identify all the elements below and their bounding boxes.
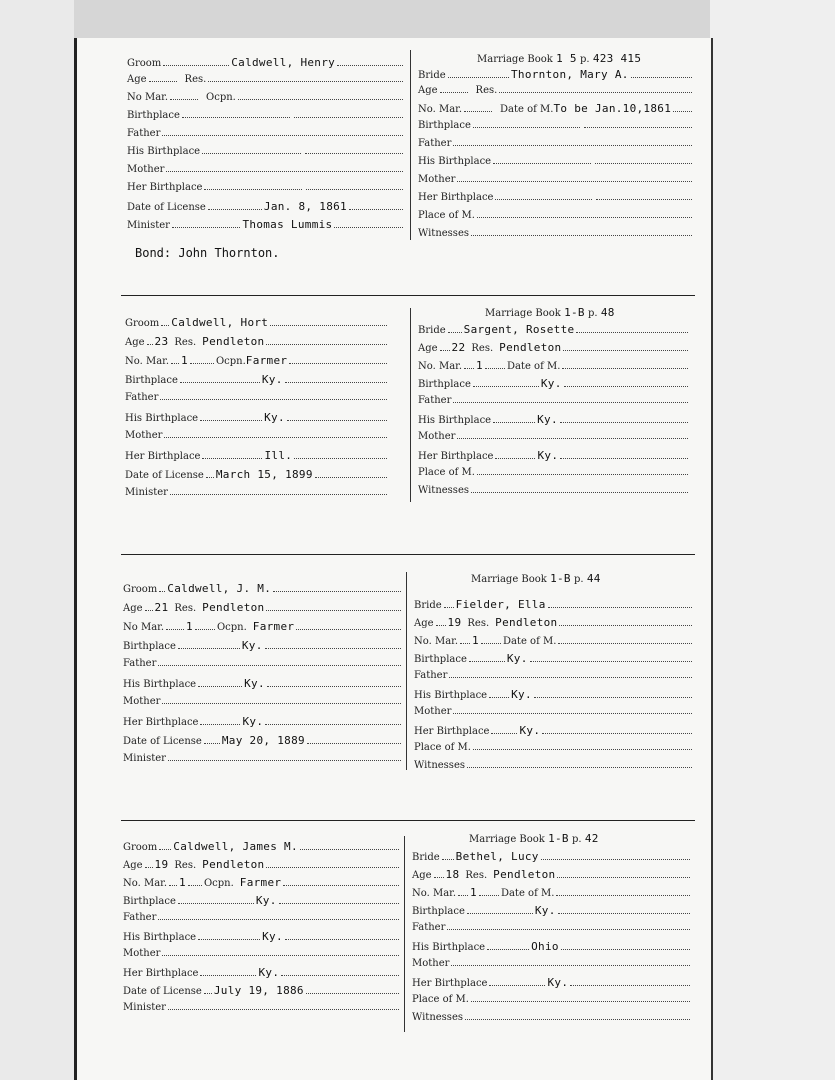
birthplace-label: Birthplace xyxy=(418,120,471,131)
record-separator xyxy=(121,820,695,821)
bride-witnesses-row xyxy=(418,228,694,239)
place-of-marriage-label: Place of M. xyxy=(418,210,475,221)
minister-name: Thomas Lummis xyxy=(242,218,333,231)
groom-label: Groom xyxy=(123,842,158,853)
record-separator xyxy=(121,554,695,555)
witnesses-label: Witnesses xyxy=(414,760,465,771)
his-birthplace-label: His Birthplace xyxy=(123,679,197,690)
bride-father-row xyxy=(414,670,694,681)
groom-hisbirth-row xyxy=(125,411,389,424)
his-birthplace-label: His Birthplace xyxy=(125,413,199,424)
her-birthplace-label: Her Birthplace xyxy=(123,717,199,728)
age-label: Age xyxy=(123,860,143,871)
her-birthplace-label: Her Birthplace xyxy=(127,182,203,193)
record-separator xyxy=(121,295,695,296)
bride-mother-row xyxy=(418,174,694,185)
groom-hisbirth-row xyxy=(127,146,405,157)
date-of-marriage-label: Date of M. xyxy=(506,361,561,372)
bride-placem-row xyxy=(412,994,692,1005)
groom-mother-row xyxy=(123,948,401,959)
bride-label: Bride xyxy=(412,852,440,863)
bride-witnesses-row xyxy=(414,760,694,771)
mother-label: Mother xyxy=(127,164,165,175)
his-birthplace-label: His Birthplace xyxy=(123,932,197,943)
license-label: Date of License xyxy=(125,470,204,481)
groom-age-row xyxy=(123,858,401,871)
groom-res: Pendleton xyxy=(202,335,265,348)
nomar-label: No Mar. xyxy=(123,622,165,633)
groom-birthplace: Ky. xyxy=(255,894,277,907)
groom-age: 21 xyxy=(154,601,169,614)
age-label: Age xyxy=(125,337,145,348)
groom-hisbirth-row xyxy=(123,677,403,690)
groom-minister-row xyxy=(127,218,405,231)
marriage-record xyxy=(77,300,711,550)
witnesses-label: Witnesses xyxy=(418,485,469,496)
birthplace-label: Birthplace xyxy=(123,641,176,652)
scan-margin-left xyxy=(0,0,74,1080)
bride-age: 18 xyxy=(445,868,460,881)
groom-nomar-row xyxy=(125,354,389,367)
date-of-marriage-label: Date of M. xyxy=(502,636,557,647)
groom-her-birthplace: Ill. xyxy=(264,449,293,462)
groom-age: 23 xyxy=(154,335,169,348)
license-label: Date of License xyxy=(123,986,202,997)
bride-his-birthplace: Ky. xyxy=(511,688,532,701)
groom-age-row xyxy=(127,74,405,85)
groom-license-row xyxy=(123,984,401,997)
bride-res: Pendleton xyxy=(495,616,558,629)
res-label: Res. xyxy=(475,85,498,96)
column-divider xyxy=(410,308,411,502)
her-birthplace-label: Her Birthplace xyxy=(412,978,488,989)
bride-herbirth-row xyxy=(412,976,692,989)
groom-birthplace-row xyxy=(125,373,389,386)
groom-ocpn: Farmer xyxy=(239,876,282,889)
groom-his-birthplace: Ky. xyxy=(244,677,265,690)
date-of-marriage-label: Date of M. xyxy=(500,888,555,899)
bride-birthplace-row xyxy=(418,120,694,131)
marriage-book-ref xyxy=(471,572,601,585)
mother-label: Mother xyxy=(414,706,452,717)
groom-minister-row xyxy=(123,753,403,764)
bride-birthplace: Ky. xyxy=(534,904,556,917)
birthplace-label: Birthplace xyxy=(414,654,467,665)
groom-mother-row xyxy=(123,696,403,707)
license-label: Date of License xyxy=(127,202,206,213)
marriage-book-label: Marriage Book xyxy=(471,574,547,585)
groom-herbirth-row xyxy=(123,715,403,728)
mother-label: Mother xyxy=(418,431,456,442)
bride-name-row xyxy=(418,323,690,336)
groom-father-row xyxy=(123,658,403,669)
bride-birthplace-row xyxy=(414,652,694,665)
bride-label: Bride xyxy=(418,325,446,336)
column-divider xyxy=(406,572,407,770)
her-birthplace-label: Her Birthplace xyxy=(123,968,199,979)
his-birthplace-label: His Birthplace xyxy=(418,415,492,426)
groom-nomar: 1 xyxy=(181,354,188,367)
res-label: Res. xyxy=(471,343,494,354)
place-of-marriage-label: Place of M. xyxy=(412,994,469,1005)
groom-name: Caldwell, Hort xyxy=(171,316,269,329)
ocpn-label: Ocpn. xyxy=(215,356,246,367)
groom-his-birthplace: Ky. xyxy=(262,930,283,943)
bride-res: Pendleton xyxy=(499,341,562,354)
groom-name: Caldwell, James M. xyxy=(173,840,298,853)
bride-name-row xyxy=(412,850,692,863)
bride-age-row xyxy=(418,341,690,354)
bride-her-birthplace: Ky. xyxy=(537,449,559,462)
father-label: Father xyxy=(127,128,161,139)
marriage-book-ref xyxy=(485,306,615,319)
bride-nomar-row xyxy=(414,634,694,647)
bride-age-row xyxy=(418,85,694,96)
bride-label: Bride xyxy=(418,70,446,81)
groom-age-row xyxy=(125,335,389,348)
res-label: Res. xyxy=(467,618,490,629)
bride-placem-row xyxy=(418,210,694,221)
groom-ocpn: Farmer xyxy=(245,354,288,367)
bride-name: Sargent, Rosette xyxy=(463,323,575,336)
marriage-book-page: 44 xyxy=(586,572,601,585)
res-label: Res. xyxy=(174,860,197,871)
marriage-record xyxy=(77,38,711,293)
groom-hisbirth-row xyxy=(123,930,401,943)
groom-label: Groom xyxy=(123,584,158,595)
bride-her-birthplace: Ky. xyxy=(547,976,569,989)
bride-her-birthplace: Ky. xyxy=(519,724,541,737)
bride-birthplace: Ky. xyxy=(506,652,528,665)
groom-her-birthplace: Ky. xyxy=(258,966,280,979)
bride-placem-row xyxy=(418,467,690,478)
groom-minister-row xyxy=(123,1002,401,1013)
license-date: May 20, 1889 xyxy=(221,734,305,747)
bride-nomar-row xyxy=(418,102,694,115)
bond-note: Bond: John Thornton. xyxy=(135,246,280,260)
bride-name: Fielder, Ella xyxy=(455,598,546,611)
res-label: Res. xyxy=(184,74,207,85)
birthplace-label: Birthplace xyxy=(125,375,178,386)
marriage-record xyxy=(77,826,711,1076)
marriage-book-label: Marriage Book xyxy=(469,834,545,845)
license-label: Date of License xyxy=(123,736,202,747)
his-birthplace-label: His Birthplace xyxy=(412,942,486,953)
mother-label: Mother xyxy=(123,696,161,707)
his-birthplace-label: His Birthplace xyxy=(418,156,492,167)
bride-nomar: 1 xyxy=(472,634,479,647)
bride-father-row xyxy=(412,922,692,933)
witnesses-label: Witnesses xyxy=(418,228,469,239)
bride-label: Bride xyxy=(414,600,442,611)
age-label: Age xyxy=(418,85,438,96)
groom-birthplace: Ky. xyxy=(241,639,263,652)
father-label: Father xyxy=(125,392,159,403)
her-birthplace-label: Her Birthplace xyxy=(418,192,494,203)
minister-label: Minister xyxy=(123,753,166,764)
marriage-book-page: 423 415 xyxy=(592,52,642,65)
groom-nomar-row xyxy=(123,620,403,633)
marriage-record xyxy=(77,560,711,810)
bride-witnesses-row xyxy=(412,1012,692,1023)
groom-nomar-row xyxy=(123,876,401,889)
marriage-book-label: Marriage Book xyxy=(477,54,553,65)
license-date: March 15, 1899 xyxy=(215,468,313,481)
marriage-book-ref xyxy=(469,832,599,845)
record-card-page xyxy=(74,38,713,1080)
bride-father-row xyxy=(418,395,690,406)
age-label: Age xyxy=(418,343,438,354)
bride-hisbirth-row xyxy=(418,156,694,167)
marriage-book-label: Marriage Book xyxy=(485,308,561,319)
date-of-marriage-label: Date of M. xyxy=(500,104,554,115)
groom-label: Groom xyxy=(127,58,162,69)
his-birthplace-label: His Birthplace xyxy=(127,146,201,157)
marriage-book-page-label: p. xyxy=(580,54,590,65)
groom-nomar: 1 xyxy=(179,876,186,889)
place-of-marriage-label: Place of M. xyxy=(418,467,475,478)
bride-name-row xyxy=(414,598,694,611)
ocpn-label: Ocpn. xyxy=(203,878,234,889)
minister-label: Minister xyxy=(125,487,168,498)
license-date: July 19, 1886 xyxy=(213,984,304,997)
bride-birthplace: Ky. xyxy=(540,377,562,390)
bride-herbirth-row xyxy=(414,724,694,737)
res-label: Res. xyxy=(465,870,488,881)
bride-age: 22 xyxy=(451,341,466,354)
birthplace-label: Birthplace xyxy=(127,110,180,121)
ocpn-label: Ocpn. xyxy=(206,92,236,103)
age-label: Age xyxy=(123,603,143,614)
her-birthplace-label: Her Birthplace xyxy=(125,451,201,462)
groom-name: Caldwell, J. M. xyxy=(167,582,272,595)
nomar-label: No. Mar. xyxy=(418,104,463,115)
bride-res: Pendleton xyxy=(493,868,556,881)
bride-name: Thornton, Mary A. xyxy=(510,68,629,81)
age-label: Age xyxy=(412,870,432,881)
mother-label: Mother xyxy=(123,948,161,959)
groom-her-birthplace: Ky. xyxy=(242,715,264,728)
bride-nomar: 1 xyxy=(476,359,483,372)
birthplace-label: Birthplace xyxy=(418,379,471,390)
bride-nomar-row xyxy=(412,886,692,899)
birthplace-label: Birthplace xyxy=(123,896,176,907)
bride-mother-row xyxy=(412,958,692,969)
marriage-book-page-label: p. xyxy=(574,574,584,585)
groom-birthplace-row xyxy=(123,894,401,907)
birthplace-label: Birthplace xyxy=(412,906,465,917)
bride-nomar-row xyxy=(418,359,690,372)
father-label: Father xyxy=(418,138,452,149)
bride-his-birthplace: Ky. xyxy=(537,413,558,426)
bride-hisbirth-row xyxy=(418,413,690,426)
groom-mother-row xyxy=(125,430,389,441)
marriage-book-number: 1-B xyxy=(564,306,585,319)
age-label: Age xyxy=(414,618,434,629)
nomar-label: No. Mar. xyxy=(125,356,170,367)
groom-name: Caldwell, Henry xyxy=(231,56,336,69)
marriage-book-page-label: p. xyxy=(572,834,582,845)
groom-age-row xyxy=(123,601,403,614)
nomar-label: No. Mar. xyxy=(123,878,168,889)
bride-herbirth-row xyxy=(418,192,694,203)
groom-res: Pendleton xyxy=(202,858,265,871)
bride-age-row xyxy=(414,616,694,629)
groom-name-row xyxy=(127,56,405,69)
marriage-book-number: 1-B xyxy=(548,832,569,845)
place-of-marriage-label: Place of M. xyxy=(414,742,471,753)
mother-label: Mother xyxy=(418,174,456,185)
minister-label: Minister xyxy=(127,220,170,231)
groom-nomar-row xyxy=(127,92,405,103)
nomar-label: No. Mar. xyxy=(412,888,457,899)
mother-label: Mother xyxy=(125,430,163,441)
bride-witnesses-row xyxy=(418,485,690,496)
bride-nomar: 1 xyxy=(470,886,477,899)
bride-name-row xyxy=(418,68,694,81)
marriage-book-page-label: p. xyxy=(588,308,598,319)
res-label: Res. xyxy=(174,603,197,614)
groom-birthplace-row xyxy=(123,639,403,652)
groom-label: Groom xyxy=(125,318,160,329)
groom-father-row xyxy=(123,912,401,923)
bride-birthplace-row xyxy=(412,904,692,917)
his-birthplace-label: His Birthplace xyxy=(414,690,488,701)
father-label: Father xyxy=(123,658,157,669)
bride-age-row xyxy=(412,868,692,881)
groom-license-row xyxy=(127,200,405,213)
res-label: Res. xyxy=(174,337,197,348)
groom-ocpn: Farmer xyxy=(252,620,295,633)
bride-hisbirth-row xyxy=(414,688,694,701)
scan-margin-right xyxy=(710,0,835,1080)
groom-father-row xyxy=(125,392,389,403)
her-birthplace-label: Her Birthplace xyxy=(418,451,494,462)
father-label: Father xyxy=(414,670,448,681)
bride-his-birthplace: Ohio xyxy=(531,940,559,953)
nomar-label: No Mar. xyxy=(127,92,169,103)
groom-birthplace-row xyxy=(127,110,405,121)
nomar-label: No. Mar. xyxy=(418,361,463,372)
her-birthplace-label: Her Birthplace xyxy=(414,726,490,737)
date-of-marriage: To be Jan.10,1861 xyxy=(553,102,672,115)
groom-name-row xyxy=(123,582,403,595)
groom-herbirth-row xyxy=(127,182,405,193)
groom-father-row xyxy=(127,128,405,139)
marriage-book-ref xyxy=(477,52,641,65)
groom-birthplace: Ky. xyxy=(261,373,283,386)
bride-mother-row xyxy=(414,706,694,717)
father-label: Father xyxy=(123,912,157,923)
father-label: Father xyxy=(418,395,452,406)
column-divider xyxy=(410,50,411,240)
bride-placem-row xyxy=(414,742,694,753)
column-divider xyxy=(404,836,405,1032)
nomar-label: No. Mar. xyxy=(414,636,459,647)
groom-name-row xyxy=(123,840,401,853)
ocpn-label: Ocpn. xyxy=(216,622,247,633)
groom-his-birthplace: Ky. xyxy=(264,411,285,424)
age-label: Age xyxy=(127,74,147,85)
marriage-book-page: 42 xyxy=(584,832,599,845)
bride-mother-row xyxy=(418,431,690,442)
groom-minister-row xyxy=(125,487,389,498)
bride-age: 19 xyxy=(447,616,462,629)
groom-res: Pendleton xyxy=(202,601,265,614)
marriage-book-number: 1-B xyxy=(550,572,571,585)
bride-name: Bethel, Lucy xyxy=(455,850,539,863)
groom-license-row xyxy=(125,468,389,481)
bride-father-row xyxy=(418,138,694,149)
bride-birthplace-row xyxy=(418,377,690,390)
groom-license-row xyxy=(123,734,403,747)
groom-herbirth-row xyxy=(125,449,389,462)
bride-herbirth-row xyxy=(418,449,690,462)
groom-mother-row xyxy=(127,164,405,175)
marriage-book-number: 1 5 xyxy=(556,52,577,65)
groom-age: 19 xyxy=(154,858,169,871)
marriage-book-page: 48 xyxy=(600,306,615,319)
witnesses-label: Witnesses xyxy=(412,1012,463,1023)
license-date: Jan. 8, 1861 xyxy=(263,200,347,213)
groom-nomar: 1 xyxy=(186,620,193,633)
mother-label: Mother xyxy=(412,958,450,969)
groom-herbirth-row xyxy=(123,966,401,979)
father-label: Father xyxy=(412,922,446,933)
minister-label: Minister xyxy=(123,1002,166,1013)
bride-hisbirth-row xyxy=(412,940,692,953)
groom-name-row xyxy=(125,316,389,329)
